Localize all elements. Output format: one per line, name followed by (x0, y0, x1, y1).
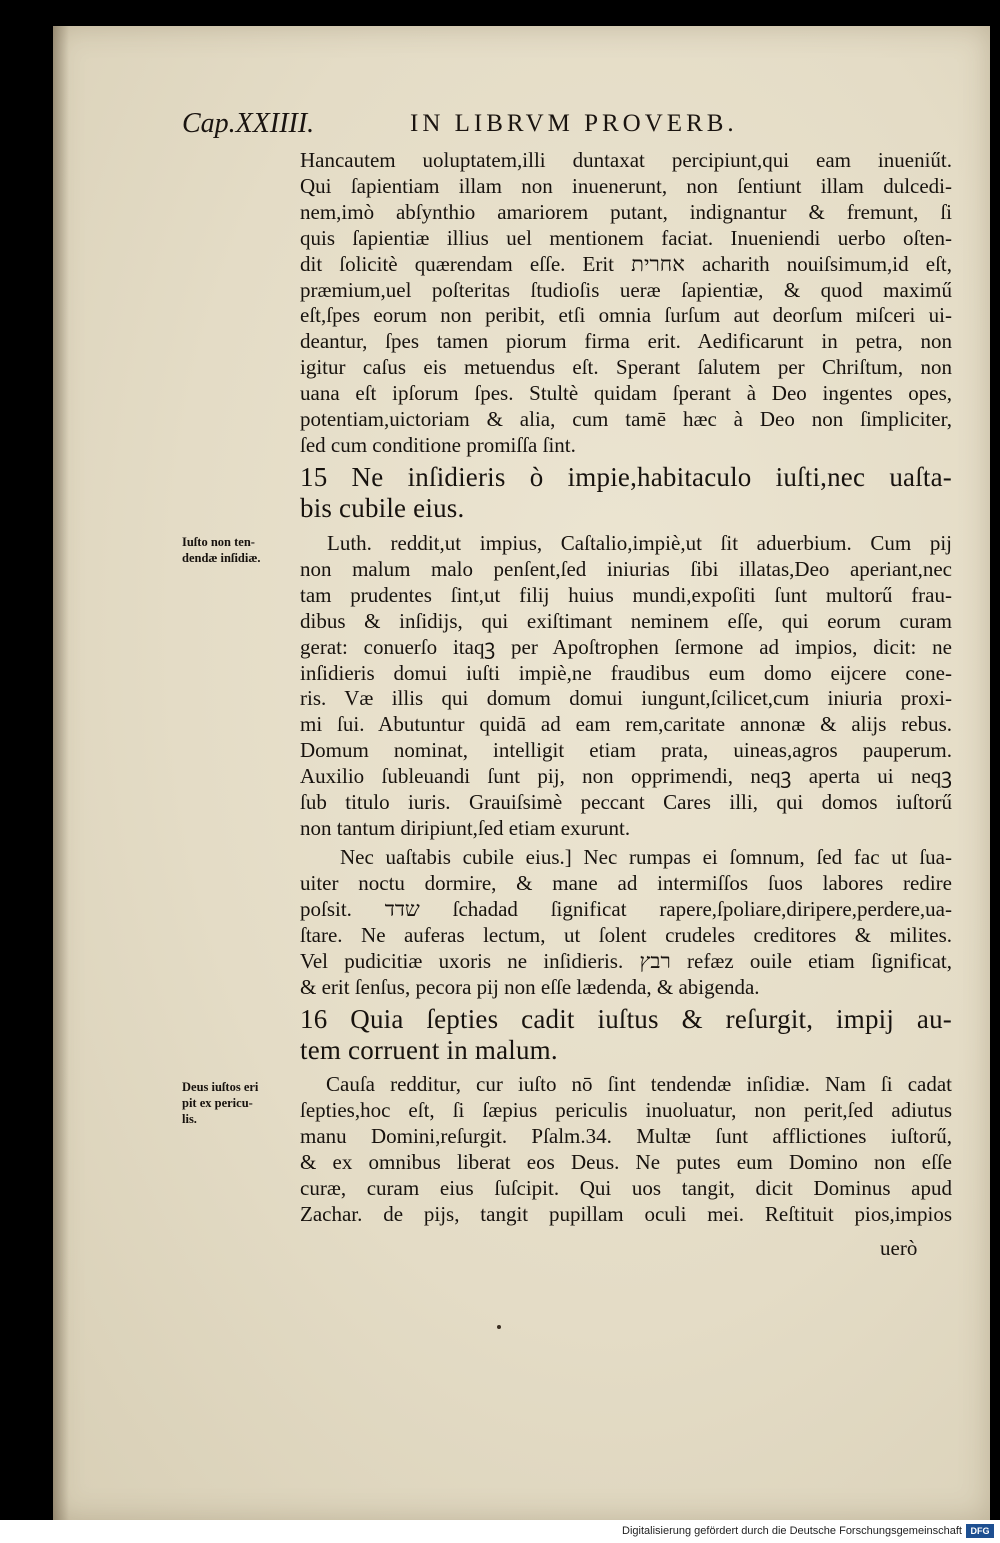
text-line: uiter noctu dormire, & mane ad intermiſſos ſuos labores redire (300, 870, 952, 895)
commentary-block-3 (300, 845, 952, 1000)
text-line: quis ſapientiæ illius uel mentionem faciat. Inueniendi uerbo oſten‐ (300, 225, 952, 250)
text-line: non malum malo penſent,ſed iniurias ſibi illatas,Deo aperiant,nec (300, 556, 952, 581)
text-line: curæ, curam eius ſuſcipit. Qui uos tangit, dicit Dominus apud (300, 1175, 952, 1200)
running-head (182, 108, 812, 138)
margin-line: Deus iuſtos eri (182, 1080, 259, 1094)
text-line: mi ſui. Abutuntur quidā ad eam rem,caritate annonæ & alijs rebus. (300, 712, 952, 737)
text-line: Auxilio ſubleuandi ſunt pij, non opprimendi, neqꝫ aperta ui neqꝫ (300, 764, 952, 789)
verse-line: 16 Quia ſepties cadit iuſtus & reſurgit, impij au‐ (300, 1004, 952, 1034)
text-line: Vel pudicitiæ uxoris ne inſidieris. רבץ refæz ouile etiam ſignificat, (300, 948, 953, 973)
text-line: dit ſolicitè quærendam eſſe. Erit אחרית acharith nouiſsimum,id eſt, (300, 251, 953, 276)
verse-16 (300, 1004, 952, 1066)
text-line: Luth. reddit,ut impius, Caſtalio,impiè,ut ſit aduerbium. Cum pij (327, 531, 952, 555)
catchword: uerò (880, 1236, 918, 1260)
text-line: tam prudentes ſint,ut filij huius mundi,expoſiti ſunt multorű frau‐ (300, 582, 952, 607)
margin-note-2 (182, 1079, 294, 1127)
text-line: Domum nominat, intelligit etiam prata, uineas,agros pauperum. (300, 738, 952, 763)
text-line: ſtare. Ne auferas lectum, ut ſolent crudeles creditores & milites. (300, 922, 952, 947)
text-line: manu Domini,reſurgit. Pſalm.34. Multæ ſunt afflictiones iuſtorű, (300, 1123, 952, 1148)
verse-line: 15 Ne inſidieris ò impie,habitaculo iuſti,nec uaſta‐ (300, 462, 952, 492)
text-line: potentiam,uictoriam & alia, cum tamē hæc à Deo non ſimpliciter, (300, 407, 952, 432)
footer-bar (0, 1520, 1000, 1543)
chapter-label: Cap.XXIIII. (182, 108, 315, 139)
text-line: Zachar. de pijs, tangit pupillam oculi mei. Reſtituit pios,impios (300, 1201, 952, 1226)
margin-line: Iuſto non ten‐ (182, 535, 255, 549)
verse-15 (300, 462, 952, 524)
text-line: Qui ſapientiam illam non inuenerunt, non ſentiunt illam dulcedi‐ (300, 173, 952, 198)
text-line: ſed cum conditione promiſſa ſint. (300, 432, 576, 457)
text-line: deantur, ſpes tamen piorum firma erit. Aedificarunt in petra, non (300, 329, 952, 354)
text-line: nem,imò abſynthio amariorem putant, indignantur & fremunt, ſi (300, 199, 952, 224)
commentary-block-4 (300, 1072, 952, 1227)
text-line: ris. Væ illis qui domum domui iungunt,ſcilicet,cum iniuria proxi‐ (300, 686, 952, 711)
text-line: inſidieris domui iuſti impiè,ne fraudibus eum domo eijcere cone‐ (300, 660, 952, 685)
text-line: gerat: conuerſo itaqꝫ per Apoſtrophen ſermone ad impios, dicit: ne (300, 634, 952, 659)
text-line: Nec uaſtabis cubile eius.] Nec rumpas ei ſomnum, ſed fac ut ſua‐ (340, 845, 952, 869)
text-line: Cauſa redditur, cur iuſto nō ſint tendendæ inſidiæ. Nam ſi cadat (326, 1072, 952, 1096)
verse-line: bis cubile eius. (300, 493, 465, 523)
commentary-block-1 (300, 148, 952, 459)
funding-credit: Digitalisierung gefördert durch die Deutsche Forschungsgemeinschaft (622, 1525, 962, 1537)
text-line: Hancautem uoluptatem,illi duntaxat percipiunt,qui eam inueniűt. (300, 148, 952, 172)
text-line: igitur caſus eis metuendus eſt. Sperant ſalutem per Chriſtum, non (300, 355, 952, 380)
page-gutter-shadow (53, 26, 69, 1520)
margin-note-1 (182, 534, 294, 566)
text-line: uana eſt ipſorum ſpes. Stultè quidam ſperant à Deo ingentes opes, (300, 381, 952, 406)
text-line: eſt,ſpes eorum non peribit, etſi omnia ſurſum aut deorſum miſceri ui‐ (300, 303, 952, 328)
commentary-block-2 (300, 531, 952, 842)
text-line: præmium,uel poſteritas ſtudioſis ueræ ſapientiæ, & quod maximű (300, 277, 952, 302)
text-line: poſsit. שדד ſchadad ſignificat rapere,ſpoliare,diripere,perdere,ua‐ (300, 896, 952, 921)
margin-line: lis. (182, 1112, 197, 1126)
book-title: IN LIBRVM PROVERB. (410, 110, 738, 137)
dfg-logo-icon: DFG (966, 1524, 994, 1538)
margin-line: dendæ inſidiæ. (182, 551, 261, 565)
text-line: ſub titulo iuris. Grauiſsimè peccant Cares illi, qui domos iuſtorű (300, 790, 952, 815)
text-line: & ex omnibus liberat eos Deus. Ne putes eum Domino non eſſe (300, 1149, 952, 1174)
margin-line: pit ex pericu‐ (182, 1096, 253, 1110)
text-line: ſepties,hoc eſt, ſi ſæpius periculis inuoluatur, non perit,ſed adiutus (300, 1097, 952, 1122)
verse-line: tem corruent in malum. (300, 1035, 558, 1065)
ink-speck (497, 1325, 501, 1329)
text-line: & erit ſenſus, pecora pij non eſſe lædenda, & abigenda. (300, 974, 760, 999)
text-line: non tantum diripiunt,ſed etiam exurunt. (300, 815, 631, 840)
text-line: dibus & inſidijs, qui exiſtimant neminem eſſe, qui eorum curam (300, 608, 952, 633)
